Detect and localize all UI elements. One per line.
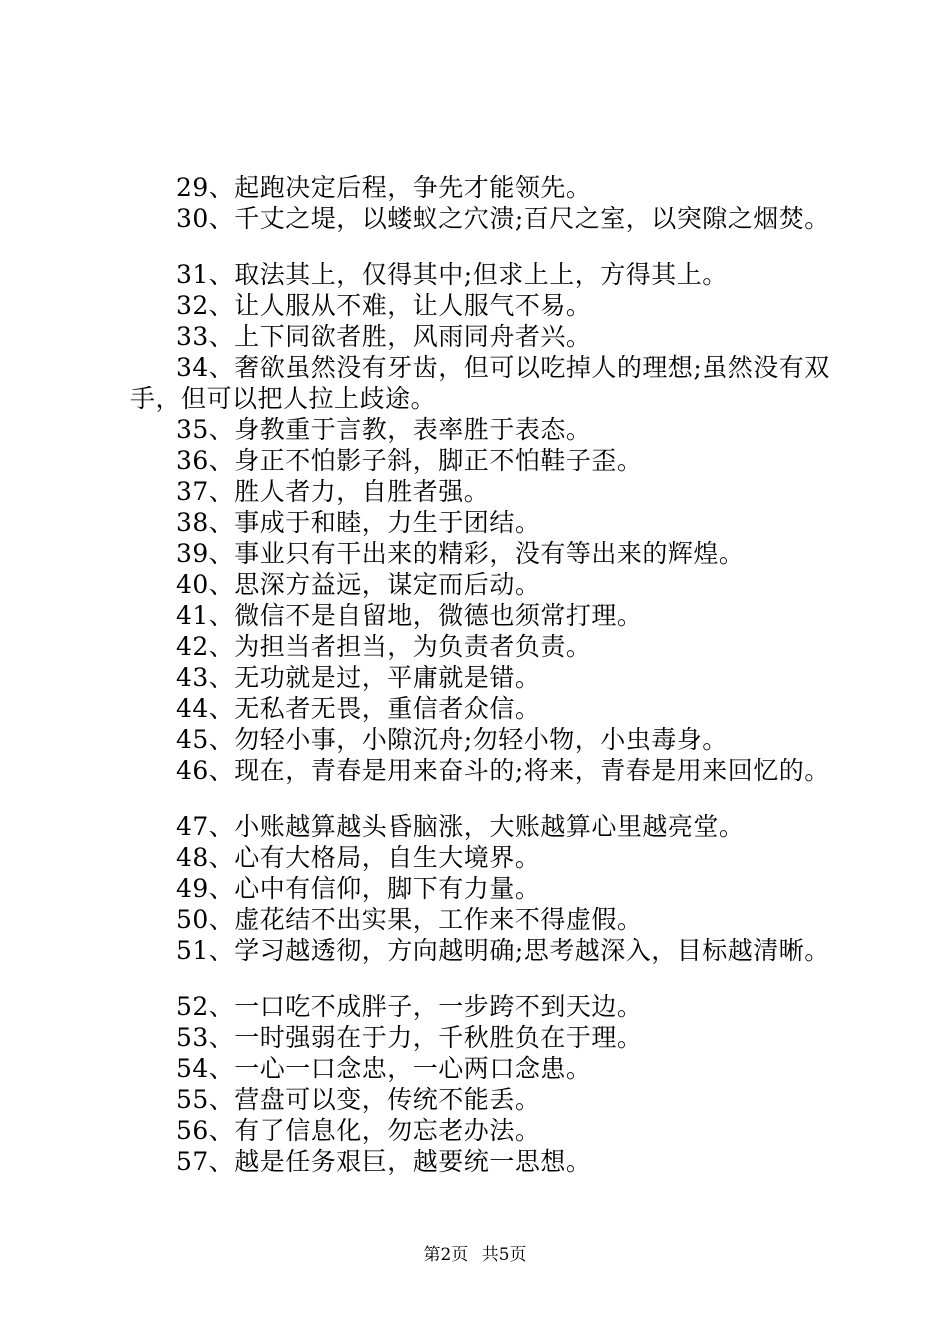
list-item: 31、取法其上，仅得其中;但求上上，方得其上。: [176, 260, 728, 289]
list-item: 44、无私者无畏，重信者众信。: [176, 694, 541, 723]
list-item: 37、胜人者力，自胜者强。: [176, 477, 490, 506]
list-item: 47、小账越算越头昏脑涨，大账越算心里越亮堂。: [176, 812, 745, 841]
page-number: 第2页: [423, 1245, 469, 1265]
list-item: 52、一口吃不成胖子，一步跨不到天边。: [176, 992, 643, 1021]
list-item: 48、心有大格局，自生大境界。: [176, 843, 541, 872]
paragraph-gap: [130, 786, 840, 811]
list-item: 39、事业只有干出来的精彩，没有等出来的辉煌。: [176, 539, 745, 568]
page-footer: [0, 1244, 950, 1266]
list-item: 57、越是任务艰巨，越要统一思想。: [176, 1147, 592, 1176]
list-item: 33、上下同欲者胜，风雨同舟者兴。: [176, 322, 592, 351]
list-item: 46、现在，青春是用来奋斗的;将来，青春是用来回忆的。: [176, 756, 830, 785]
list-item: 54、一心一口念忠，一心两口念患。: [176, 1054, 592, 1083]
list-item: 43、无功就是过，平庸就是错。: [176, 663, 541, 692]
list-item: 30、千丈之堤，以蝼蚁之穴溃;百尺之室，以突隙之烟焚。: [176, 204, 830, 233]
list-item: 56、有了信息化，勿忘老办法。: [176, 1116, 541, 1145]
list-item: 55、营盘可以变，传统不能丢。: [176, 1085, 541, 1114]
list-item: 32、让人服从不难，让人服气不易。: [176, 291, 592, 320]
list-item: 41、微信不是自留地，微德也须常打理。: [176, 601, 643, 630]
document-body: [130, 172, 840, 1177]
list-item: 29、起跑决定后程，争先才能领先。: [176, 173, 592, 202]
paragraph-gap: [130, 966, 840, 991]
list-item: 51、学习越透彻，方向越明确;思考越深入，目标越清晰。: [176, 936, 830, 965]
page-total: 共5页: [481, 1245, 527, 1265]
list-item: 36、身正不怕影子斜，脚正不怕鞋子歪。: [176, 446, 643, 475]
list-item: 34、奢欲虽然没有牙齿，但可以吃掉人的理想;虽然没有双手，但可以把人拉上歧途。: [130, 353, 830, 413]
list-item: 40、思深方益远，谋定而后动。: [176, 570, 541, 599]
paragraph-gap: [130, 234, 840, 259]
list-item: 42、为担当者担当，为负责者负责。: [176, 632, 592, 661]
list-item: 50、虚花结不出实果，工作来不得虚假。: [176, 905, 643, 934]
list-item: 35、身教重于言教，表率胜于表态。: [176, 415, 592, 444]
list-item: 38、事成于和睦，力生于团结。: [176, 508, 541, 537]
list-item: 45、勿轻小事，小隙沉舟;勿轻小物，小虫毒身。: [176, 725, 728, 754]
list-item: 53、一时强弱在于力，千秋胜负在于理。: [176, 1023, 643, 1052]
list-item: 49、心中有信仰，脚下有力量。: [176, 874, 541, 903]
